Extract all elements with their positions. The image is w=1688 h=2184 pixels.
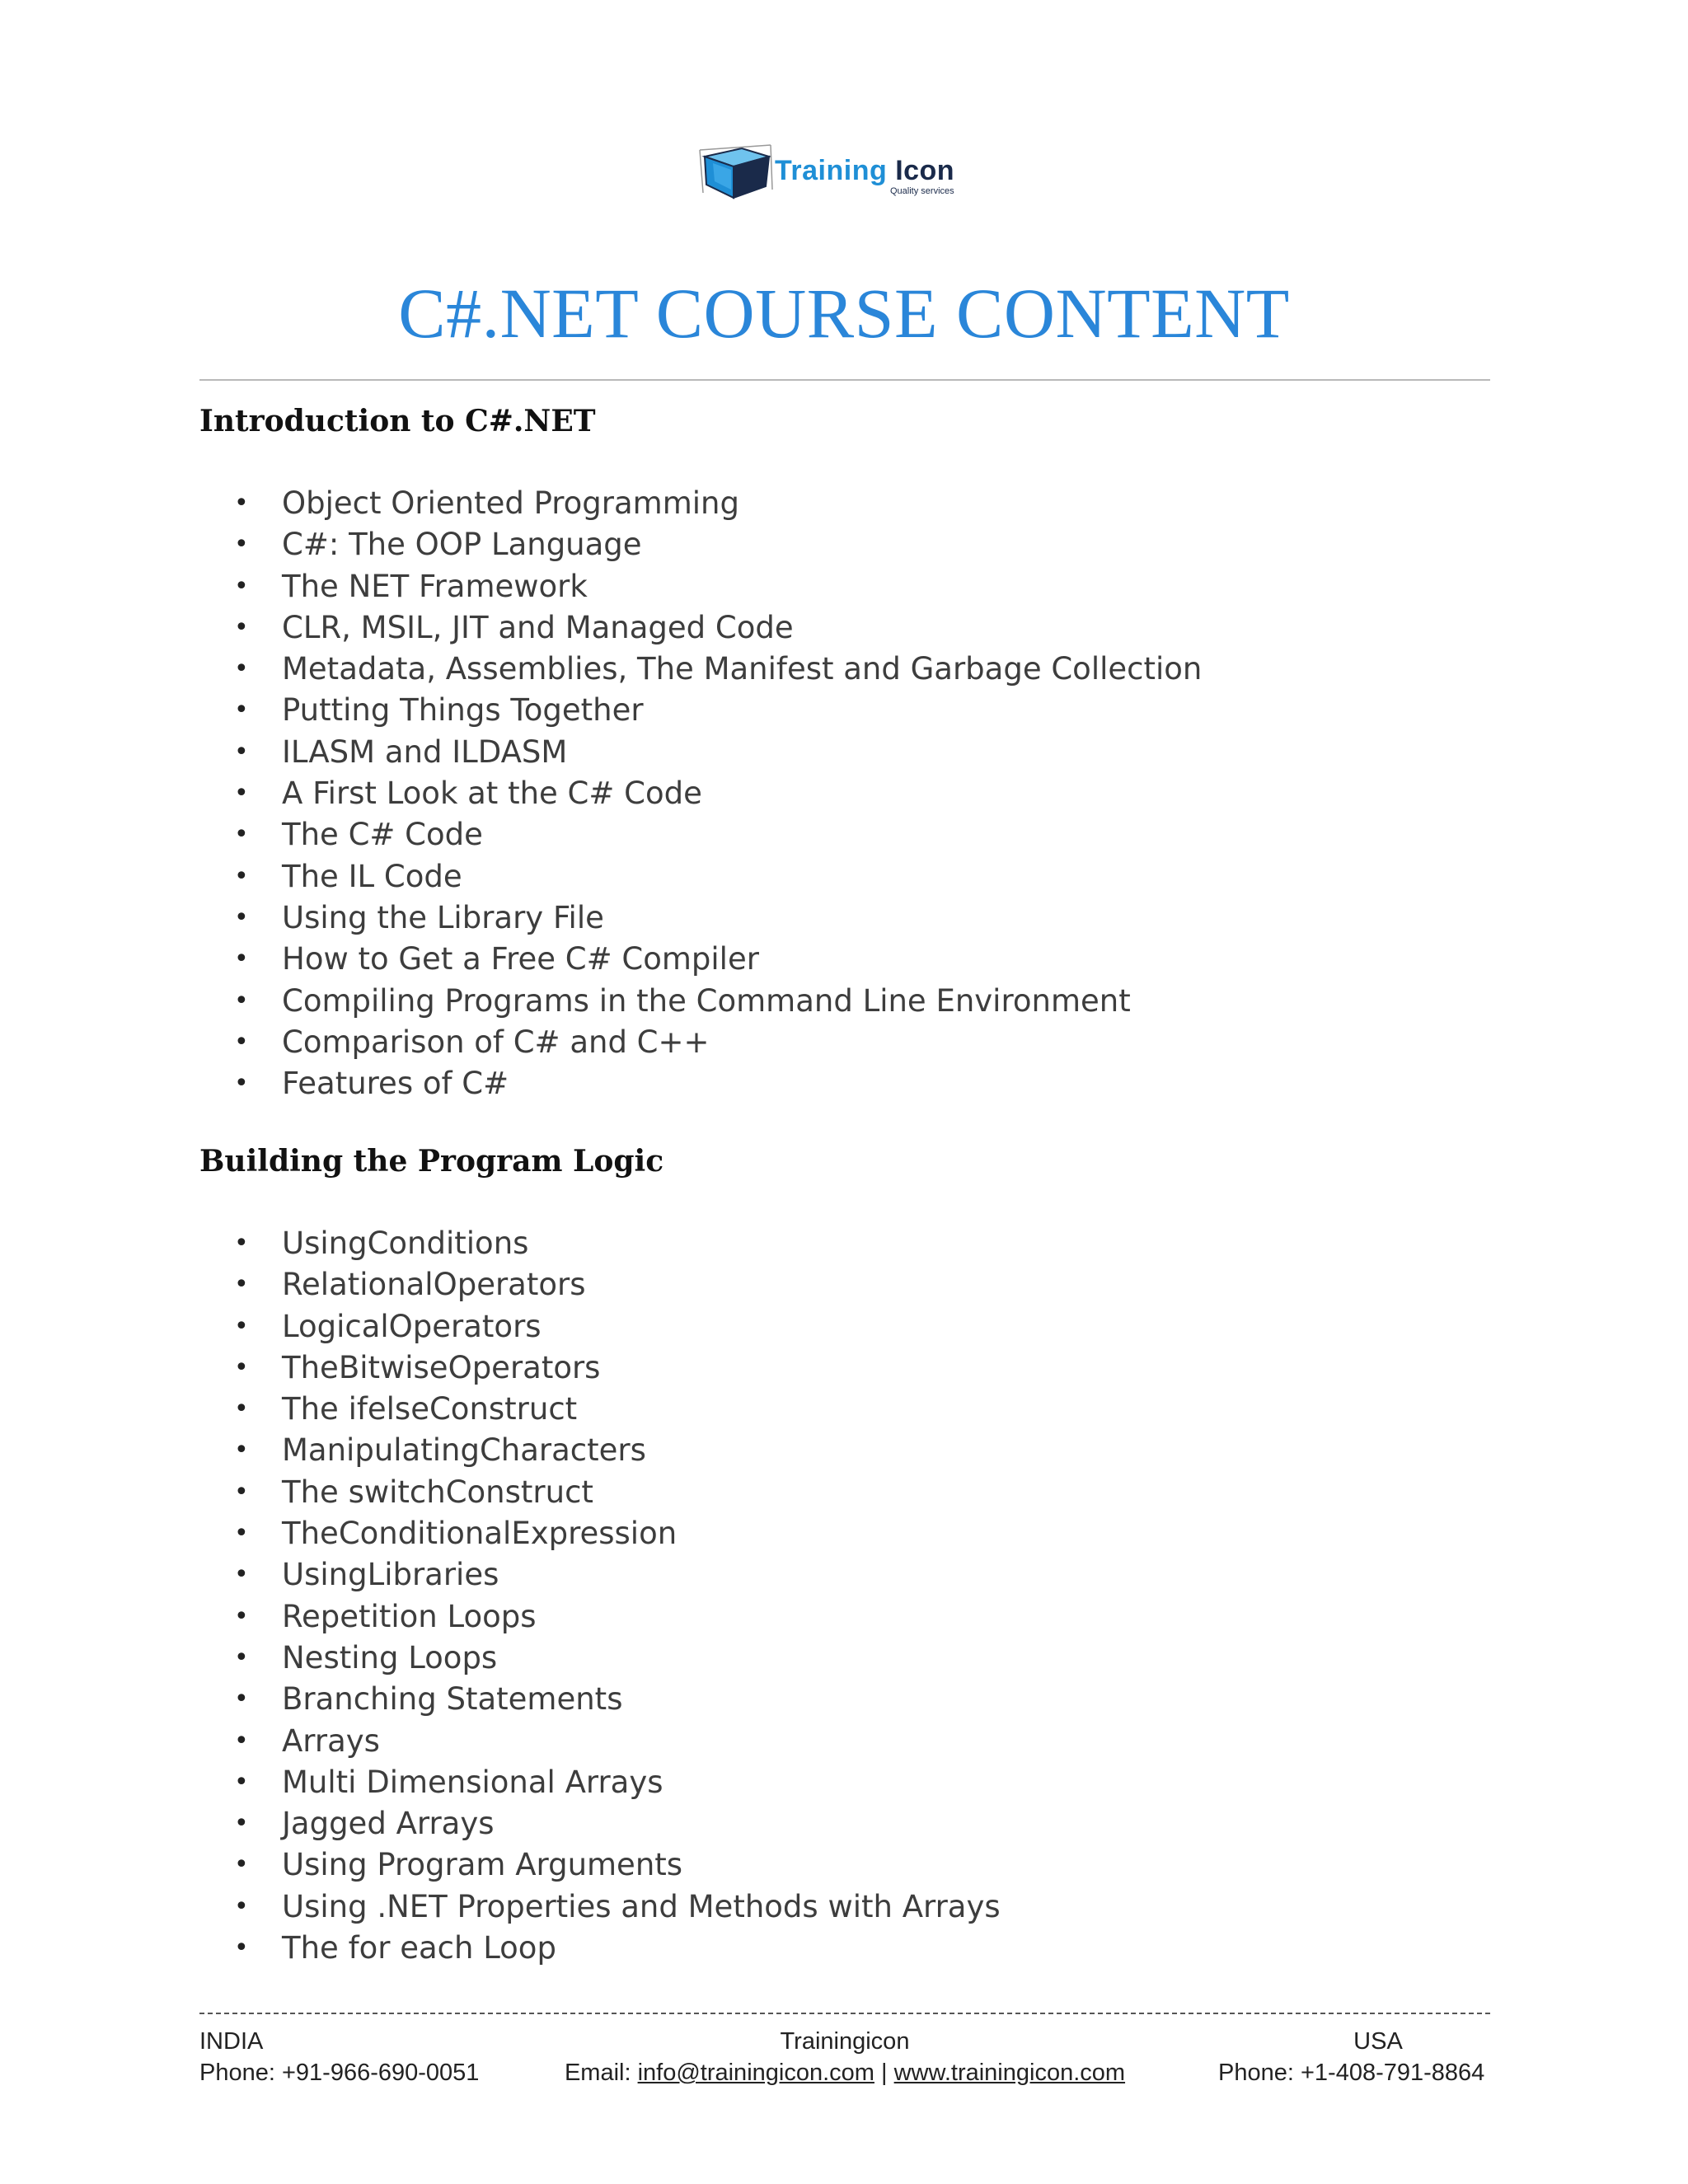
list-item xyxy=(199,566,1202,607)
footer-phone-india: Phone: +91-966-690-0051 xyxy=(199,2060,480,2086)
bullet-icon: • xyxy=(234,1643,249,1672)
list-item xyxy=(199,1554,1001,1596)
footer-contact xyxy=(511,2057,1179,2088)
list-item xyxy=(199,1513,1001,1554)
bullet-icon: • xyxy=(234,944,249,974)
list-item-label: The switchConstruct xyxy=(282,1474,593,1510)
list-item-label: Using .NET Properties and Methods with Arrays xyxy=(282,1888,1001,1924)
list-item-label: Putting Things Together xyxy=(282,692,644,729)
list-item xyxy=(199,1264,1001,1305)
list-item xyxy=(199,1223,1001,1264)
bullet-icon: • xyxy=(234,1027,249,1057)
bullet-icon: • xyxy=(234,1726,249,1755)
footer-phone-usa: Phone: +1-408-791-8864 xyxy=(1218,2060,1485,2086)
bullet-icon: • xyxy=(234,1891,249,1921)
list-item xyxy=(199,1638,1001,1679)
bullet-icon: • xyxy=(234,1311,249,1341)
cube-icon xyxy=(696,138,775,204)
list-item-label: The NET Framework xyxy=(282,568,588,604)
title-divider xyxy=(199,379,1490,381)
list-item xyxy=(199,981,1202,1022)
list-item-label: UsingConditions xyxy=(282,1226,529,1261)
bullet-icon: • xyxy=(234,1270,249,1300)
list-item xyxy=(199,1596,1001,1638)
list-item-label: The IL Code xyxy=(282,858,462,894)
list-item-label: The ifelseConstruct xyxy=(282,1391,578,1427)
bullet-icon: • xyxy=(234,1069,249,1099)
bullet-icon: • xyxy=(234,696,249,725)
list-item-label: ManipulatingCharacters xyxy=(282,1432,646,1469)
bullet-icon: • xyxy=(234,654,249,684)
list-item-label: A First Look at the C# Code xyxy=(282,776,702,812)
list-item-label: How to Get a Free C# Compiler xyxy=(282,941,759,977)
list-item-label: Using the Library File xyxy=(282,899,604,935)
website-link[interactable]: www.trainingicon.com xyxy=(893,2060,1126,2086)
list-item xyxy=(199,898,1202,939)
bullet-icon: • xyxy=(234,1436,249,1465)
bullet-icon: • xyxy=(234,1477,249,1507)
company-logo xyxy=(696,138,977,204)
list-item-label: Multi Dimensional Arrays xyxy=(282,1764,663,1800)
introduction-topic-list xyxy=(199,483,1202,1104)
bullet-icon: • xyxy=(234,1809,249,1839)
list-item-label: Branching Statements xyxy=(282,1681,623,1718)
list-item-label: Comparison of C# and C++ xyxy=(282,1024,710,1060)
email-label: Email: xyxy=(564,2060,631,2086)
list-item xyxy=(199,483,1202,524)
bullet-icon: • xyxy=(234,820,249,850)
list-item xyxy=(199,607,1202,649)
list-item-label: Object Oriented Programming xyxy=(282,485,739,521)
bullet-icon: • xyxy=(234,737,249,766)
list-item-label: Using Program Arguments xyxy=(282,1847,683,1883)
bullet-icon: • xyxy=(234,571,249,601)
bullet-icon: • xyxy=(234,1229,249,1258)
footer-country-india: INDIA xyxy=(199,2028,264,2055)
bullet-icon: • xyxy=(234,1601,249,1631)
bullet-icon: • xyxy=(234,612,249,642)
footer-usa xyxy=(1218,2026,1485,2088)
list-item-label: Repetition Loops xyxy=(282,1598,537,1634)
list-item-label: ILASM and ILDASM xyxy=(282,733,568,770)
list-item xyxy=(199,1022,1202,1063)
bullet-icon: • xyxy=(234,1767,249,1797)
list-item-label: Jagged Arrays xyxy=(282,1806,495,1842)
list-item xyxy=(199,814,1202,855)
list-item-label: UsingLibraries xyxy=(282,1557,499,1593)
list-item xyxy=(199,1347,1001,1389)
footer-india xyxy=(199,2026,479,2088)
bullet-icon: • xyxy=(234,1352,249,1382)
email-link[interactable]: info@trainingicon.com xyxy=(637,2060,874,2086)
list-item xyxy=(199,732,1202,773)
list-item-label: Arrays xyxy=(282,1722,380,1759)
list-item xyxy=(199,939,1202,980)
list-item xyxy=(199,1063,1202,1104)
list-item xyxy=(199,524,1202,565)
footer-country-usa: USA xyxy=(1353,2028,1403,2055)
list-item xyxy=(199,1389,1001,1430)
bullet-icon: • xyxy=(234,902,249,932)
list-item-label: Nesting Loops xyxy=(282,1639,498,1675)
bullet-icon: • xyxy=(234,1933,249,1963)
list-item xyxy=(199,1306,1001,1347)
list-item-label: Compiling Programs in the Command Line Environment xyxy=(282,982,1131,1019)
list-item-label: The C# Code xyxy=(282,817,483,853)
logo-tagline: Quality services xyxy=(890,186,954,196)
bullet-icon: • xyxy=(234,1394,249,1424)
program-logic-topic-list xyxy=(199,1223,1001,1969)
section-heading-program-logic: Building the Program Logic xyxy=(199,1144,664,1179)
bullet-icon: • xyxy=(234,1685,249,1714)
list-item xyxy=(199,1844,1001,1886)
bullet-icon: • xyxy=(234,779,249,808)
bullet-icon: • xyxy=(234,1519,249,1549)
list-item xyxy=(199,773,1202,814)
bullet-icon: • xyxy=(234,530,249,560)
list-item xyxy=(199,1886,1001,1928)
list-item xyxy=(199,1430,1001,1471)
bullet-icon: • xyxy=(234,489,249,518)
list-item-label: C#: The OOP Language xyxy=(282,527,642,563)
page-title: C#.NET COURSE CONTENT xyxy=(398,274,1290,353)
list-item xyxy=(199,1928,1001,1969)
bullet-icon: • xyxy=(234,1560,249,1590)
list-item-label: Features of C# xyxy=(282,1066,509,1102)
list-item-label: LogicalOperators xyxy=(282,1308,542,1344)
list-item xyxy=(199,1803,1001,1844)
list-item xyxy=(199,1472,1001,1513)
bullet-icon: • xyxy=(234,861,249,891)
list-item-label: RelationalOperators xyxy=(282,1267,586,1303)
footer-divider xyxy=(199,2013,1490,2014)
footer-company-name: Trainingicon xyxy=(780,2028,910,2055)
section-heading-introduction: Introduction to C#.NET xyxy=(199,404,596,438)
list-item-label: TheConditionalExpression xyxy=(282,1516,678,1552)
list-item-label: CLR, MSIL, JIT and Managed Code xyxy=(282,609,794,645)
list-item xyxy=(199,1679,1001,1720)
list-item-label: Metadata, Assemblies, The Manifest and Garbage Collection xyxy=(282,651,1203,687)
bullet-icon: • xyxy=(234,986,249,1015)
bullet-icon: • xyxy=(234,1850,249,1880)
list-item xyxy=(199,690,1202,731)
list-item-label: The for each Loop xyxy=(282,1930,556,1966)
list-item xyxy=(199,1721,1001,1762)
logo-wordmark: Training Icon xyxy=(775,155,955,186)
list-item xyxy=(199,856,1202,898)
footer-company xyxy=(511,2026,1179,2088)
list-item xyxy=(199,1762,1001,1803)
footer-separator: | xyxy=(881,2060,888,2086)
list-item-label: TheBitwiseOperators xyxy=(282,1349,601,1385)
list-item xyxy=(199,649,1202,690)
